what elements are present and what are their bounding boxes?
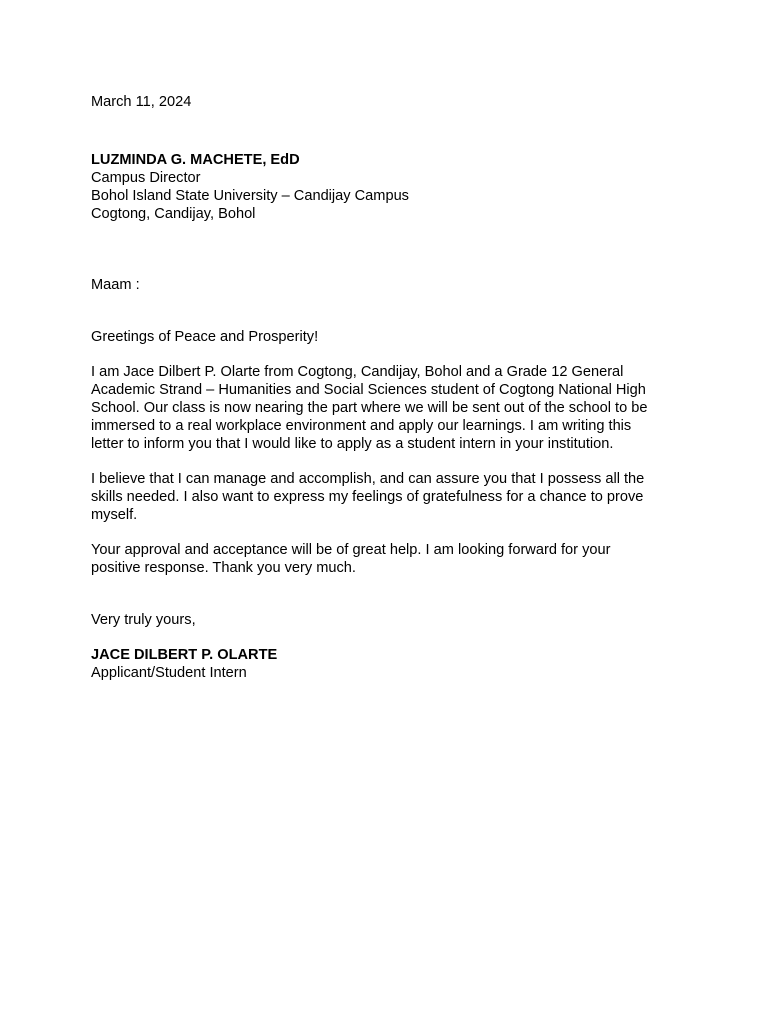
paragraph-line: I believe that I can manage and accomplish, and can assure you that I possess all the [91,471,645,487]
complimentary-close [91,611,681,629]
greeting [91,328,681,346]
closing-text: Very truly yours, [91,612,196,628]
signatory-name: JACE DILBERT P. OLARTE [91,647,278,663]
paragraph-line: Your approval and acceptance will be of great help. I am looking forward for your [91,542,611,558]
paragraph-assurance [91,470,681,524]
paragraph-line: I am Jace Dilbert P. Olarte from Cogtong, Candijay, Bohol and a Grade 12 General [91,364,624,380]
recipient-title: Campus Director [91,170,201,186]
paragraph-line: skills needed. I also want to express my feelings of gratefulness for a chance to prove [91,489,644,505]
letter-body [91,93,681,682]
signature-block [91,646,681,682]
paragraph-line: Academic Strand – Humanities and Social Sciences student of Cogtong National High [91,382,646,398]
letter-date [91,93,681,111]
paragraph-closing-request [91,541,681,577]
date-text: March 11, 2024 [91,94,192,110]
salutation [91,276,681,294]
paragraph-line: immersed to a real workplace environment and apply our learnings. I am writing this [91,418,632,434]
signatory-role: Applicant/Student Intern [91,665,247,681]
paragraph-line: School. Our class is now nearing the part where we will be sent out of the school to be [91,400,648,416]
recipient-address: Cogtong, Candijay, Bohol [91,206,256,222]
greeting-text: Greetings of Peace and Prosperity! [91,329,319,345]
paragraph-line: letter to inform you that I would like to apply as a student intern in your institution. [91,436,614,452]
paragraph-line: myself. [91,507,138,523]
paragraph-line: positive response. Thank you very much. [91,560,356,576]
paragraph-introduction [91,363,681,453]
recipient-block [91,151,681,223]
salutation-text: Maam : [91,277,140,293]
recipient-name: LUZMINDA G. MACHETE, EdD [91,152,300,168]
recipient-institution: Bohol Island State University – Candijay Campus [91,188,409,204]
